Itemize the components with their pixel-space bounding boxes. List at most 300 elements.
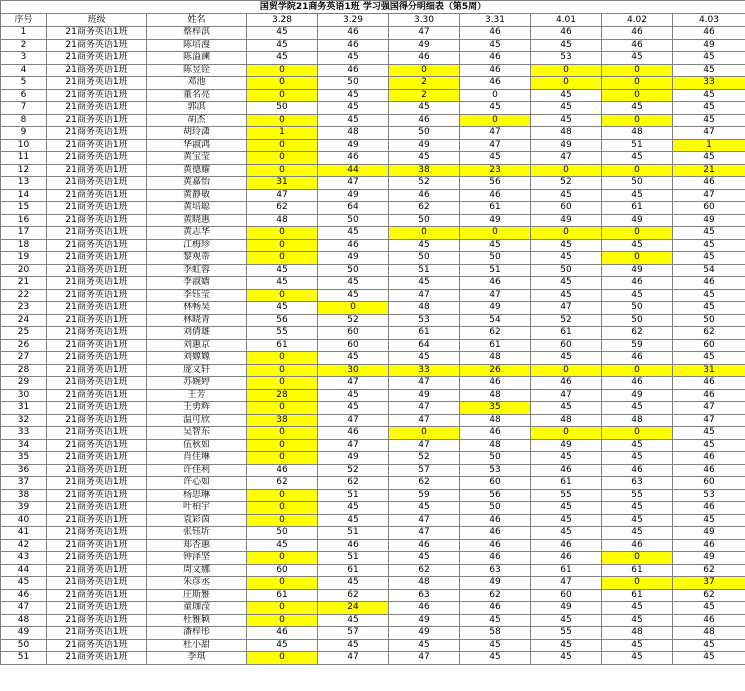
score-cell[interactable]: 44 xyxy=(318,164,389,177)
score-cell[interactable]: 0 xyxy=(247,489,318,502)
score-cell[interactable]: 45 xyxy=(318,352,389,365)
row-number-cell[interactable]: 6 xyxy=(1,89,47,102)
score-cell[interactable]: 45 xyxy=(531,652,602,665)
score-cell[interactable]: 45 xyxy=(318,402,389,415)
name-cell[interactable]: 李淑嫱 xyxy=(147,277,247,290)
score-cell[interactable]: 63 xyxy=(602,477,673,490)
score-cell[interactable]: 45 xyxy=(318,639,389,652)
score-cell[interactable]: 47 xyxy=(318,652,389,665)
score-cell[interactable]: 0 xyxy=(531,77,602,90)
score-cell[interactable]: 46 xyxy=(389,52,460,65)
name-cell[interactable]: 黄德耀 xyxy=(147,164,247,177)
score-cell[interactable]: 46 xyxy=(460,64,531,77)
score-cell[interactable]: 0 xyxy=(389,427,460,440)
class-cell[interactable]: 21商务英语1班 xyxy=(47,589,147,602)
row-number-cell[interactable]: 5 xyxy=(1,77,47,90)
score-cell[interactable]: 47 xyxy=(389,439,460,452)
score-cell[interactable]: 0 xyxy=(247,614,318,627)
score-cell[interactable]: 49 xyxy=(602,214,673,227)
name-cell[interactable]: 刘蕙京 xyxy=(147,339,247,352)
score-cell[interactable]: 0 xyxy=(247,652,318,665)
score-cell[interactable]: 45 xyxy=(247,277,318,290)
score-cell[interactable]: 45 xyxy=(602,527,673,540)
score-cell[interactable]: 45 xyxy=(531,614,602,627)
name-cell[interactable]: 黄晓惠 xyxy=(147,214,247,227)
score-cell[interactable]: 45 xyxy=(247,539,318,552)
class-cell[interactable]: 21商务英语1班 xyxy=(47,39,147,52)
name-cell[interactable]: 吴智东 xyxy=(147,427,247,440)
score-cell[interactable]: 46 xyxy=(602,27,673,40)
row-number-cell[interactable]: 19 xyxy=(1,252,47,265)
score-cell[interactable]: 57 xyxy=(318,627,389,640)
row-number-cell[interactable]: 28 xyxy=(1,364,47,377)
header-cell[interactable]: 4.02 xyxy=(602,14,673,27)
class-cell[interactable]: 21商务英语1班 xyxy=(47,352,147,365)
score-cell[interactable]: 0 xyxy=(247,227,318,240)
score-cell[interactable]: 62 xyxy=(318,589,389,602)
score-cell[interactable]: 60 xyxy=(318,339,389,352)
score-cell[interactable]: 47 xyxy=(389,514,460,527)
name-cell[interactable]: 郑杏蕙 xyxy=(147,539,247,552)
score-cell[interactable]: 47 xyxy=(389,652,460,665)
score-cell[interactable]: 50 xyxy=(247,527,318,540)
score-cell[interactable]: 59 xyxy=(602,339,673,352)
score-cell[interactable]: 62 xyxy=(673,564,745,577)
score-cell[interactable]: 61 xyxy=(531,327,602,340)
class-cell[interactable]: 21商务英语1班 xyxy=(47,252,147,265)
score-cell[interactable]: 45 xyxy=(247,52,318,65)
score-cell[interactable]: 46 xyxy=(673,539,745,552)
score-cell[interactable]: 46 xyxy=(460,602,531,615)
score-cell[interactable]: 0 xyxy=(531,64,602,77)
score-cell[interactable]: 47 xyxy=(247,189,318,202)
score-cell[interactable]: 0 xyxy=(602,114,673,127)
class-cell[interactable]: 21商务英语1班 xyxy=(47,214,147,227)
score-cell[interactable]: 56 xyxy=(460,177,531,190)
class-cell[interactable]: 21商务英语1班 xyxy=(47,414,147,427)
score-cell[interactable]: 55 xyxy=(602,489,673,502)
score-cell[interactable]: 45 xyxy=(318,514,389,527)
score-cell[interactable]: 46 xyxy=(460,77,531,90)
name-cell[interactable]: 杨思琳 xyxy=(147,489,247,502)
score-cell[interactable]: 49 xyxy=(531,139,602,152)
score-cell[interactable]: 49 xyxy=(389,389,460,402)
name-cell[interactable]: 黄培聪 xyxy=(147,202,247,215)
score-cell[interactable]: 60 xyxy=(673,477,745,490)
score-cell[interactable]: 45 xyxy=(602,402,673,415)
class-cell[interactable]: 21商务英语1班 xyxy=(47,139,147,152)
score-cell[interactable]: 62 xyxy=(602,327,673,340)
score-cell[interactable]: 0 xyxy=(602,227,673,240)
score-cell[interactable]: 47 xyxy=(389,289,460,302)
score-cell[interactable]: 46 xyxy=(673,277,745,290)
score-cell[interactable]: 60 xyxy=(531,339,602,352)
score-cell[interactable]: 50 xyxy=(318,214,389,227)
score-cell[interactable]: 61 xyxy=(460,202,531,215)
name-cell[interactable]: 华淑鸿 xyxy=(147,139,247,152)
score-cell[interactable]: 45 xyxy=(531,639,602,652)
score-cell[interactable]: 50 xyxy=(247,102,318,115)
score-cell[interactable]: 0 xyxy=(247,377,318,390)
score-cell[interactable]: 64 xyxy=(318,202,389,215)
score-cell[interactable]: 52 xyxy=(318,314,389,327)
score-cell[interactable]: 45 xyxy=(602,289,673,302)
score-cell[interactable]: 45 xyxy=(318,289,389,302)
score-cell[interactable]: 45 xyxy=(531,514,602,527)
score-cell[interactable]: 45 xyxy=(531,89,602,102)
score-cell[interactable]: 0 xyxy=(247,64,318,77)
score-cell[interactable]: 47 xyxy=(318,439,389,452)
score-cell[interactable]: 49 xyxy=(673,39,745,52)
class-cell[interactable]: 21商务英语1班 xyxy=(47,489,147,502)
class-cell[interactable]: 21商务英语1班 xyxy=(47,202,147,215)
class-cell[interactable]: 21商务英语1班 xyxy=(47,527,147,540)
row-number-cell[interactable]: 34 xyxy=(1,439,47,452)
score-cell[interactable]: 46 xyxy=(460,27,531,40)
name-cell[interactable]: 庞文轩 xyxy=(147,364,247,377)
header-cell[interactable]: 序号 xyxy=(1,14,47,27)
score-cell[interactable]: 45 xyxy=(602,652,673,665)
score-cell[interactable]: 46 xyxy=(673,502,745,515)
score-cell[interactable]: 45 xyxy=(673,514,745,527)
score-cell[interactable]: 0 xyxy=(247,552,318,565)
score-cell[interactable]: 0 xyxy=(247,514,318,527)
score-cell[interactable]: 45 xyxy=(460,239,531,252)
score-cell[interactable]: 0 xyxy=(247,89,318,102)
score-cell[interactable]: 45 xyxy=(531,114,602,127)
row-number-cell[interactable]: 1 xyxy=(1,27,47,40)
header-cell[interactable]: 3.28 xyxy=(247,14,318,27)
row-number-cell[interactable]: 8 xyxy=(1,114,47,127)
class-cell[interactable]: 21商务英语1班 xyxy=(47,327,147,340)
score-cell[interactable]: 0 xyxy=(531,364,602,377)
score-cell[interactable]: 46 xyxy=(602,377,673,390)
score-cell[interactable]: 37 xyxy=(673,577,745,590)
row-number-cell[interactable]: 47 xyxy=(1,602,47,615)
name-cell[interactable]: 叶柏宇 xyxy=(147,502,247,515)
score-cell[interactable]: 60 xyxy=(531,202,602,215)
score-cell[interactable]: 0 xyxy=(247,289,318,302)
score-cell[interactable]: 45 xyxy=(531,252,602,265)
score-cell[interactable]: 53 xyxy=(673,489,745,502)
score-cell[interactable]: 45 xyxy=(602,639,673,652)
score-cell[interactable]: 48 xyxy=(673,627,745,640)
score-cell[interactable]: 45 xyxy=(602,189,673,202)
score-cell[interactable]: 2 xyxy=(389,89,460,102)
name-cell[interactable]: 邓池 xyxy=(147,77,247,90)
score-cell[interactable]: 0 xyxy=(531,164,602,177)
row-number-cell[interactable]: 10 xyxy=(1,139,47,152)
score-cell[interactable]: 0 xyxy=(602,577,673,590)
score-cell[interactable]: 46 xyxy=(602,277,673,290)
name-cell[interactable]: 胡玲潇 xyxy=(147,127,247,140)
score-cell[interactable]: 45 xyxy=(460,639,531,652)
score-cell[interactable]: 45 xyxy=(673,89,745,102)
row-number-cell[interactable]: 18 xyxy=(1,239,47,252)
class-cell[interactable]: 21商务英语1班 xyxy=(47,427,147,440)
score-cell[interactable]: 45 xyxy=(602,239,673,252)
class-cell[interactable]: 21商务英语1班 xyxy=(47,114,147,127)
score-cell[interactable]: 49 xyxy=(389,614,460,627)
score-cell[interactable]: 56 xyxy=(460,489,531,502)
row-number-cell[interactable]: 15 xyxy=(1,202,47,215)
score-cell[interactable]: 48 xyxy=(531,127,602,140)
score-cell[interactable]: 49 xyxy=(602,264,673,277)
score-cell[interactable]: 50 xyxy=(389,214,460,227)
row-number-cell[interactable]: 17 xyxy=(1,227,47,240)
name-cell[interactable]: 黎观蒂 xyxy=(147,252,247,265)
class-cell[interactable]: 21商务英语1班 xyxy=(47,102,147,115)
score-cell[interactable]: 0 xyxy=(602,164,673,177)
name-cell[interactable]: 潘梓彤 xyxy=(147,627,247,640)
score-cell[interactable]: 49 xyxy=(673,214,745,227)
score-cell[interactable]: 60 xyxy=(460,477,531,490)
score-cell[interactable]: 45 xyxy=(531,402,602,415)
row-number-cell[interactable]: 39 xyxy=(1,502,47,515)
score-cell[interactable]: 62 xyxy=(673,327,745,340)
score-cell[interactable]: 53 xyxy=(460,464,531,477)
score-cell[interactable]: 45 xyxy=(602,52,673,65)
name-cell[interactable]: 郭淇 xyxy=(147,102,247,115)
score-cell[interactable]: 45 xyxy=(531,239,602,252)
score-cell[interactable]: 57 xyxy=(389,464,460,477)
score-cell[interactable]: 47 xyxy=(673,189,745,202)
score-cell[interactable]: 47 xyxy=(531,152,602,165)
score-cell[interactable]: 31 xyxy=(673,364,745,377)
score-cell[interactable]: 28 xyxy=(247,389,318,402)
row-number-cell[interactable]: 50 xyxy=(1,639,47,652)
score-cell[interactable]: 50 xyxy=(673,314,745,327)
score-cell[interactable]: 49 xyxy=(460,577,531,590)
score-cell[interactable]: 51 xyxy=(389,264,460,277)
score-cell[interactable]: 0 xyxy=(247,239,318,252)
score-cell[interactable]: 46 xyxy=(247,464,318,477)
score-cell[interactable]: 50 xyxy=(460,502,531,515)
score-cell[interactable]: 46 xyxy=(318,27,389,40)
score-cell[interactable]: 49 xyxy=(389,627,460,640)
score-cell[interactable]: 48 xyxy=(460,414,531,427)
name-cell[interactable]: 袁彩茵 xyxy=(147,514,247,527)
score-cell[interactable]: 50 xyxy=(602,302,673,315)
score-cell[interactable]: 46 xyxy=(531,464,602,477)
row-number-cell[interactable]: 2 xyxy=(1,39,47,52)
score-cell[interactable]: 49 xyxy=(389,39,460,52)
score-cell[interactable]: 46 xyxy=(673,389,745,402)
class-cell[interactable]: 21商务英语1班 xyxy=(47,539,147,552)
score-cell[interactable]: 45 xyxy=(318,277,389,290)
score-cell[interactable]: 52 xyxy=(531,177,602,190)
score-cell[interactable]: 46 xyxy=(460,52,531,65)
row-number-cell[interactable]: 20 xyxy=(1,264,47,277)
score-cell[interactable]: 45 xyxy=(460,652,531,665)
score-cell[interactable]: 60 xyxy=(247,564,318,577)
score-cell[interactable]: 0 xyxy=(247,402,318,415)
score-cell[interactable]: 0 xyxy=(247,602,318,615)
score-cell[interactable]: 0 xyxy=(247,114,318,127)
sheet-title[interactable]: 国贸学院21商务英语1班 学习强国得分明细表（第5周） xyxy=(1,1,745,14)
score-cell[interactable]: 55 xyxy=(531,489,602,502)
score-cell[interactable]: 61 xyxy=(460,339,531,352)
class-cell[interactable]: 21商务英语1班 xyxy=(47,52,147,65)
class-cell[interactable]: 21商务英语1班 xyxy=(47,514,147,527)
score-cell[interactable]: 47 xyxy=(389,377,460,390)
row-number-cell[interactable]: 7 xyxy=(1,102,47,115)
score-cell[interactable]: 0 xyxy=(531,227,602,240)
class-cell[interactable]: 21商务英语1班 xyxy=(47,577,147,590)
row-number-cell[interactable]: 36 xyxy=(1,464,47,477)
class-cell[interactable]: 21商务英语1班 xyxy=(47,89,147,102)
score-cell[interactable]: 64 xyxy=(389,339,460,352)
score-cell[interactable]: 46 xyxy=(673,27,745,40)
row-number-cell[interactable]: 42 xyxy=(1,539,47,552)
score-cell[interactable]: 56 xyxy=(247,314,318,327)
score-cell[interactable]: 53 xyxy=(389,314,460,327)
score-cell[interactable]: 46 xyxy=(602,464,673,477)
name-cell[interactable]: 杜小甜 xyxy=(147,639,247,652)
score-cell[interactable]: 53 xyxy=(531,52,602,65)
score-cell[interactable]: 55 xyxy=(531,627,602,640)
score-cell[interactable]: 35 xyxy=(460,402,531,415)
row-number-cell[interactable]: 29 xyxy=(1,377,47,390)
score-cell[interactable]: 45 xyxy=(531,39,602,52)
row-number-cell[interactable]: 4 xyxy=(1,64,47,77)
name-cell[interactable]: 李琪 xyxy=(147,652,247,665)
score-cell[interactable]: 50 xyxy=(389,127,460,140)
name-cell[interactable]: 刘嫄嫄 xyxy=(147,352,247,365)
name-cell[interactable]: 陈昱铨 xyxy=(147,64,247,77)
name-cell[interactable]: 肖佳琳 xyxy=(147,452,247,465)
score-cell[interactable]: 45 xyxy=(318,577,389,590)
score-cell[interactable]: 60 xyxy=(531,589,602,602)
row-number-cell[interactable]: 9 xyxy=(1,127,47,140)
class-cell[interactable]: 21商务英语1班 xyxy=(47,289,147,302)
score-cell[interactable]: 0 xyxy=(602,427,673,440)
name-cell[interactable]: 林晓青 xyxy=(147,314,247,327)
score-cell[interactable]: 45 xyxy=(389,152,460,165)
score-cell[interactable]: 48 xyxy=(531,414,602,427)
score-cell[interactable]: 46 xyxy=(389,539,460,552)
class-cell[interactable]: 21商务英语1班 xyxy=(47,452,147,465)
score-cell[interactable]: 49 xyxy=(531,214,602,227)
score-cell[interactable]: 60 xyxy=(673,202,745,215)
score-cell[interactable]: 0 xyxy=(247,427,318,440)
header-cell[interactable]: 姓名 xyxy=(147,14,247,27)
score-cell[interactable]: 45 xyxy=(318,102,389,115)
score-cell[interactable]: 49 xyxy=(531,602,602,615)
score-cell[interactable]: 21 xyxy=(673,164,745,177)
score-cell[interactable]: 46 xyxy=(318,239,389,252)
row-number-cell[interactable]: 13 xyxy=(1,177,47,190)
score-cell[interactable]: 61 xyxy=(602,202,673,215)
class-cell[interactable]: 21商务英语1班 xyxy=(47,552,147,565)
score-cell[interactable]: 45 xyxy=(318,389,389,402)
score-cell[interactable]: 30 xyxy=(318,364,389,377)
score-cell[interactable]: 45 xyxy=(531,352,602,365)
score-cell[interactable]: 45 xyxy=(673,239,745,252)
score-cell[interactable]: 45 xyxy=(247,27,318,40)
score-cell[interactable]: 26 xyxy=(460,364,531,377)
score-cell[interactable]: 58 xyxy=(460,627,531,640)
header-cell[interactable]: 班级 xyxy=(47,14,147,27)
score-cell[interactable]: 0 xyxy=(247,452,318,465)
score-cell[interactable]: 51 xyxy=(318,489,389,502)
score-cell[interactable]: 48 xyxy=(460,389,531,402)
score-cell[interactable]: 46 xyxy=(673,177,745,190)
score-cell[interactable]: 47 xyxy=(318,377,389,390)
score-cell[interactable]: 48 xyxy=(460,352,531,365)
score-cell[interactable]: 59 xyxy=(389,489,460,502)
score-cell[interactable]: 46 xyxy=(389,114,460,127)
score-cell[interactable]: 61 xyxy=(531,564,602,577)
row-number-cell[interactable]: 11 xyxy=(1,152,47,165)
class-cell[interactable]: 21商务英语1班 xyxy=(47,64,147,77)
row-number-cell[interactable]: 3 xyxy=(1,52,47,65)
score-cell[interactable]: 48 xyxy=(247,214,318,227)
score-cell[interactable]: 46 xyxy=(460,514,531,527)
score-cell[interactable]: 54 xyxy=(460,314,531,327)
score-cell[interactable]: 46 xyxy=(673,614,745,627)
score-cell[interactable]: 46 xyxy=(318,64,389,77)
score-cell[interactable]: 47 xyxy=(318,177,389,190)
score-cell[interactable]: 45 xyxy=(531,527,602,540)
name-cell[interactable]: 黄静敏 xyxy=(147,189,247,202)
name-cell[interactable]: 苏婉婷 xyxy=(147,377,247,390)
class-cell[interactable]: 21商务英语1班 xyxy=(47,27,147,40)
name-cell[interactable]: 陈溢澜 xyxy=(147,52,247,65)
score-cell[interactable]: 0 xyxy=(389,64,460,77)
class-cell[interactable]: 21商务英语1班 xyxy=(47,389,147,402)
score-cell[interactable]: 45 xyxy=(247,39,318,52)
score-cell[interactable]: 0 xyxy=(247,164,318,177)
score-cell[interactable]: 61 xyxy=(602,564,673,577)
score-cell[interactable]: 48 xyxy=(602,627,673,640)
name-cell[interactable]: 许心如 xyxy=(147,477,247,490)
score-cell[interactable]: 45 xyxy=(602,602,673,615)
row-number-cell[interactable]: 30 xyxy=(1,389,47,402)
score-cell[interactable]: 46 xyxy=(602,539,673,552)
score-cell[interactable]: 45 xyxy=(673,289,745,302)
score-cell[interactable]: 52 xyxy=(389,452,460,465)
name-cell[interactable]: 张钰圻 xyxy=(147,527,247,540)
class-cell[interactable]: 21商务英语1班 xyxy=(47,227,147,240)
score-cell[interactable]: 46 xyxy=(673,452,745,465)
score-cell[interactable]: 23 xyxy=(460,164,531,177)
name-cell[interactable]: 林畅昊 xyxy=(147,302,247,315)
score-cell[interactable]: 48 xyxy=(602,414,673,427)
row-number-cell[interactable]: 32 xyxy=(1,414,47,427)
score-cell[interactable]: 52 xyxy=(531,314,602,327)
score-cell[interactable]: 54 xyxy=(673,264,745,277)
score-cell[interactable]: 46 xyxy=(318,152,389,165)
score-cell[interactable]: 46 xyxy=(531,539,602,552)
score-cell[interactable]: 46 xyxy=(460,427,531,440)
score-cell[interactable]: 47 xyxy=(673,414,745,427)
row-number-cell[interactable]: 22 xyxy=(1,289,47,302)
score-cell[interactable]: 52 xyxy=(389,177,460,190)
score-cell[interactable]: 49 xyxy=(602,389,673,402)
class-cell[interactable]: 21商务英语1班 xyxy=(47,652,147,665)
score-cell[interactable]: 50 xyxy=(460,252,531,265)
row-number-cell[interactable]: 49 xyxy=(1,627,47,640)
class-cell[interactable]: 21商务英语1班 xyxy=(47,277,147,290)
score-cell[interactable]: 45 xyxy=(531,189,602,202)
row-number-cell[interactable]: 12 xyxy=(1,164,47,177)
row-number-cell[interactable]: 14 xyxy=(1,189,47,202)
score-cell[interactable]: 45 xyxy=(460,152,531,165)
score-cell[interactable]: 45 xyxy=(460,39,531,52)
score-cell[interactable]: 46 xyxy=(531,27,602,40)
class-cell[interactable]: 21商务英语1班 xyxy=(47,152,147,165)
